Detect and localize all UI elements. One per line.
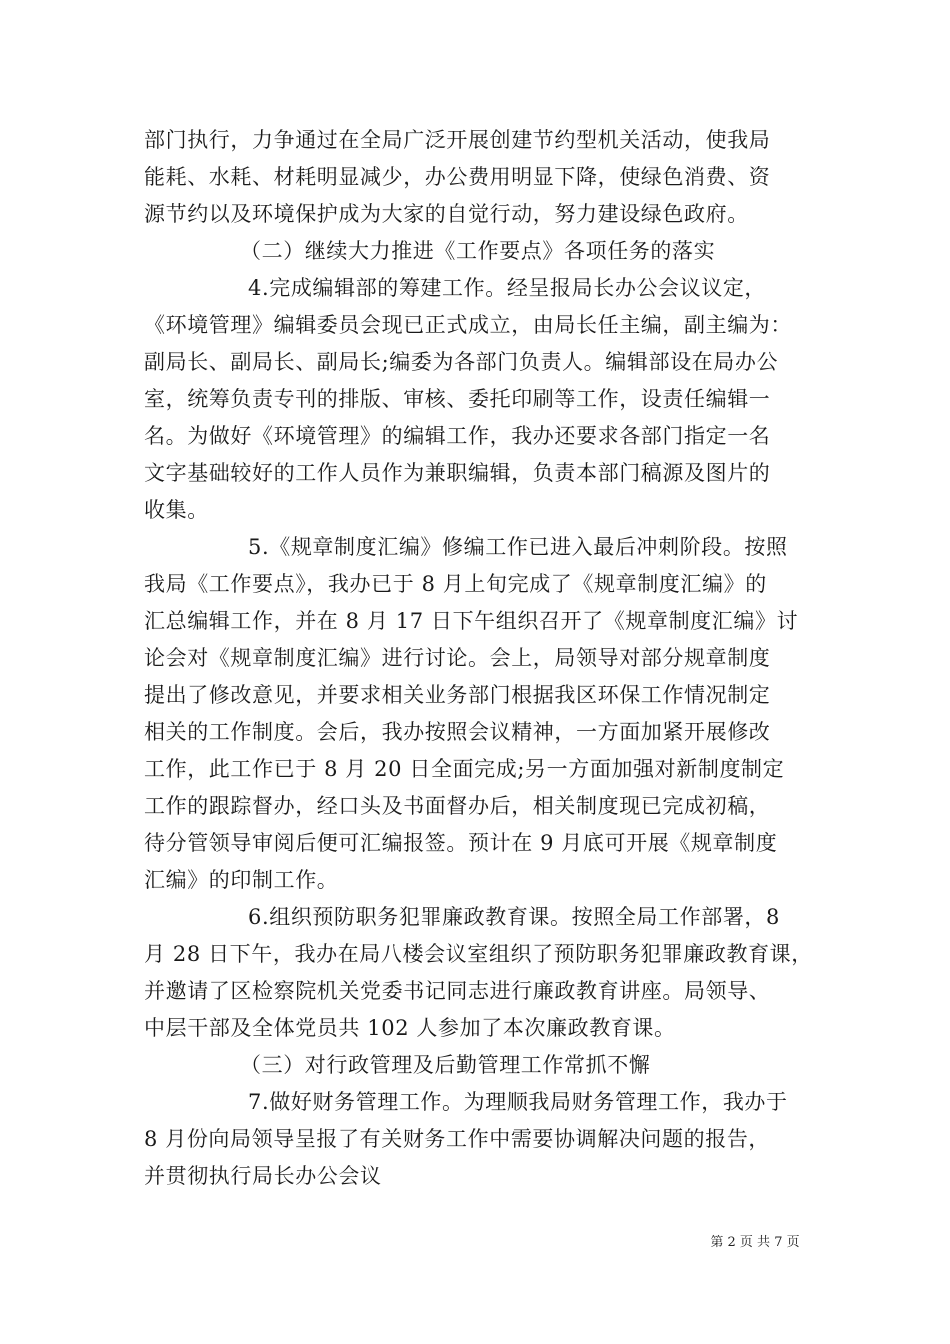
text-line: 能耗、水耗、材耗明显减少，办公费用明显下降，使绿色消费、资 bbox=[144, 165, 771, 189]
text-line: 待分管领导审阅后便可汇编报签。预计在 9 月底可开展《规章制度 bbox=[144, 831, 778, 855]
page-number: 第 2 页 共 7 页 bbox=[710, 1235, 800, 1250]
text-line: 名。为做好《环境管理》的编辑工作，我办还要求各部门指定一名 bbox=[144, 424, 771, 448]
text-line: 部门执行，力争通过在全局广泛开展创建节约型机关活动，使我局 bbox=[144, 128, 771, 152]
text-line: 并贯彻执行局长办公会议 bbox=[144, 1164, 382, 1188]
document-body bbox=[144, 122, 816, 1195]
paragraph-start: 7.做好财务管理工作。为理顺我局财务管理工作，我办于 bbox=[248, 1090, 788, 1114]
text-line: 8 月份向局领导呈报了有关财务工作中需要协调解决问题的报告， bbox=[144, 1127, 771, 1151]
section-heading: （三）对行政管理及后勤管理工作常抓不懈 bbox=[240, 1053, 651, 1077]
text-line: 收集。 bbox=[144, 498, 209, 522]
paragraph-start: 4.完成编辑部的筹建工作。经呈报局长办公会议议定， bbox=[248, 276, 767, 300]
text-line: 工作，此工作已于 8 月 20 日全面完成;另一方面加强对新制度制定 bbox=[144, 757, 785, 781]
text-line: 文字基础较好的工作人员作为兼职编辑，负责本部门稿源及图片的 bbox=[144, 461, 771, 485]
text-line: 室，统筹负责专刊的排版、审核、委托印刷等工作，设责任编辑一 bbox=[144, 387, 771, 411]
text-line: 工作的跟踪督办，经口头及书面督办后，相关制度现已完成初稿， bbox=[144, 794, 771, 818]
text-line: 我局《工作要点》，我办已于 8 月上旬完成了《规章制度汇编》的 bbox=[144, 572, 767, 596]
text-line: 副局长、副局长、副局长;编委为各部门负责人。编辑部设在局办公 bbox=[144, 350, 779, 374]
text-line: 《环境管理》编辑委员会现已正式成立，由局长任主编，副主编为： bbox=[144, 313, 792, 337]
text-line: 源节约以及环境保护成为大家的自觉行动，努力建设绿色政府。 bbox=[144, 202, 749, 226]
text-line: 汇总编辑工作，并在 8 月 17 日下午组织召开了《规章制度汇编》讨 bbox=[144, 609, 799, 633]
text-line: 提出了修改意见，并要求相关业务部门根据我区环保工作情况制定 bbox=[144, 683, 771, 707]
text-line: 相关的工作制度。会后，我办按照会议精神，一方面加紧开展修改 bbox=[144, 720, 771, 744]
page-footer bbox=[0, 1231, 950, 1250]
text-line: 中层干部及全体党员共 102 人参加了本次廉政教育课。 bbox=[144, 1016, 676, 1040]
text-line: 汇编》的印制工作。 bbox=[144, 868, 339, 892]
text-line: 论会对《规章制度汇编》进行讨论。会上，局领导对部分规章制度 bbox=[144, 646, 771, 670]
text-line: 并邀请了区检察院机关党委书记同志进行廉政教育讲座。局领导、 bbox=[144, 979, 771, 1003]
paragraph-start: 6.组织预防职务犯罪廉政教育课。按照全局工作部署，8 bbox=[248, 905, 780, 929]
paragraph-start: 5.《规章制度汇编》修编工作已进入最后冲刺阶段。按照 bbox=[248, 535, 788, 559]
section-heading: （二）继续大力推进《工作要点》各项任务的落实 bbox=[240, 239, 716, 263]
text-line: 月 28 日下午，我办在局八楼会议室组织了预防职务犯罪廉政教育课， bbox=[144, 942, 813, 966]
